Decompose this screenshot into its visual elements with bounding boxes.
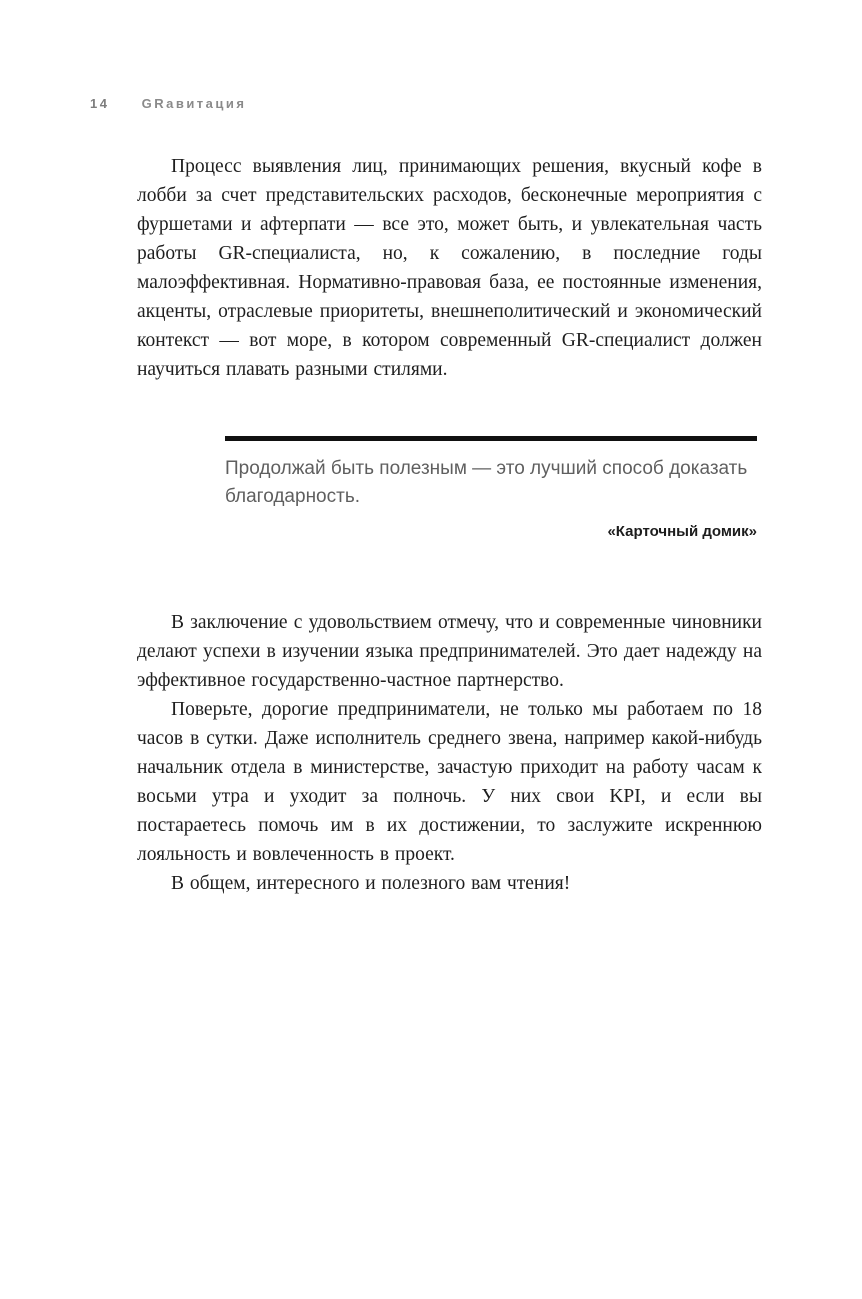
paragraph-intro: Процесс выявления лиц, принимающих решения, вкусный кофе в лобби за счет представительских расходов, бесконечные мероприятия с фуршетами и афтерпати — все это, может быть, и увлекательная часть работы GR-специалиста, но, к сожалению, в последние годы малоэффективная. Нормативно-правовая база, ее постоянные изменения, акценты, отраслевые приоритеты, внешнеполитический и экономический контекст — вот море, в котором современный GR-специалист должен научиться плавать разными стилями.	[137, 156, 762, 380]
quote-text: Продолжай быть полезным — это лучший способ доказать благодарность.	[225, 458, 748, 507]
page-number: 14	[90, 96, 110, 111]
page-content	[137, 152, 762, 898]
quote-attribution: «Карточный домик»	[607, 523, 757, 540]
paragraph-closing: В общем, интересного и полезного вам чтения!	[171, 873, 571, 894]
book-title: GRавитация	[141, 96, 247, 111]
paragraph-conclusion-1: В заключение с удовольствием отмечу, что и современные чиновники делают успехи в изучении языка предпринимателей. Это дает надежду на эффективное государственно-частное партнерство.	[137, 612, 762, 691]
page-header	[90, 96, 246, 111]
epigraph-quote-block	[225, 436, 757, 540]
paragraph-conclusion-2: Поверьте, дорогие предприниматели, не только мы работаем по 18 часов в сутки. Даже исполнитель среднего звена, например какой-нибудь начальник отдела в министерстве, зачастую приходит на работу часам к восьми утра и уходит за полночь. У них свои KPI, и если вы постараетесь помочь им в их достижении, то заслужите искреннюю лояльность и вовлеченность в проект.	[137, 699, 762, 865]
